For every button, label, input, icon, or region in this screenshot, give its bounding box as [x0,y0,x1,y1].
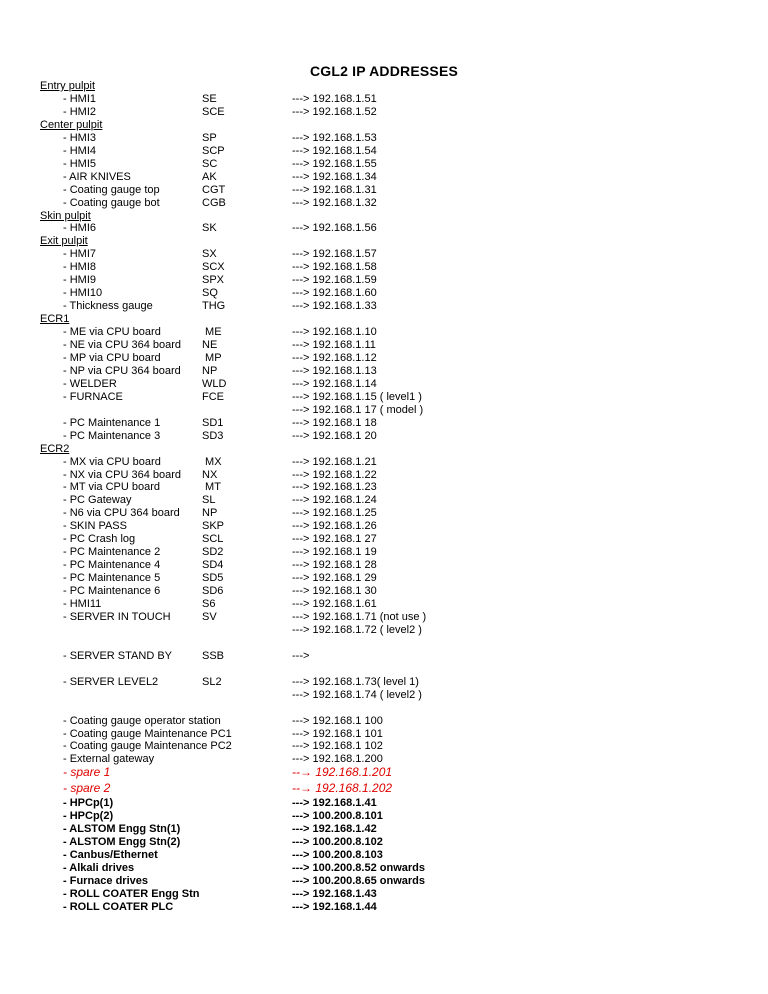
device-name: - HMI10 [63,287,103,300]
device-code: SD4 [202,559,224,572]
device-name: - MP via CPU board [63,351,161,364]
device-name: - FURNACE [63,390,123,403]
ip-address: ---> 192.168.1.33 [292,300,377,313]
ip-address: ---> 192.168.1.24 [292,494,377,507]
ip-address: ---> 192.168.1.12 [292,351,377,364]
device-name: - HMI6 [63,222,96,235]
address-row [0,624,768,637]
device-name: - Coating gauge operator station [63,714,221,727]
address-row [0,585,768,598]
device-code: WLD [202,377,227,390]
ip-address: ---> 192.168.1.15 ( level1 ) [292,390,422,403]
address-row [0,287,768,300]
device-name: - NP via CPU 364 board [63,364,181,377]
device-name: - ME via CPU board [63,326,161,339]
address-row [0,836,768,849]
device-name: - PC Maintenance 3 [63,429,161,442]
ip-address: ---> 100.200.8.52 onwards [292,862,425,875]
ip-address: --→ 192.168.1.202 [292,780,393,795]
device-code: ME [202,326,222,339]
address-row [0,404,768,417]
address-row [0,572,768,585]
ip-address: ---> 192.168.1.71 (not use ) [292,610,427,623]
address-row [0,417,768,430]
device-name: - SKIN PASS [63,520,127,533]
address-row [0,766,768,781]
device-name: - Furnace drives [63,875,148,888]
address-row [0,93,768,106]
ip-address: ---> 192.168.1 20 [292,429,377,442]
ip-address: ---> 192.168.1.54 [292,144,377,157]
device-code: SSB [202,649,225,662]
section-heading [0,313,768,326]
device-code: SPX [202,274,225,287]
address-row [0,728,768,741]
device-name: - SERVER STAND BY [63,649,173,662]
device-name: - ROLL COATER Engg Stn [63,888,200,900]
ip-address: ---> 192.168.1.26 [292,520,377,533]
device-code: MP [202,351,222,364]
section-label: Center pulpit [40,118,103,131]
section-heading [0,119,768,132]
ip-address: ---> 192.168.1 27 [292,533,377,546]
device-name: - SERVER LEVEL2 [63,675,159,688]
device-code: MX [202,455,222,468]
ip-address: ---> 192.168.1.13 [292,364,377,377]
address-row [0,849,768,862]
device-name: - HMI7 [63,248,96,261]
address-row [0,559,768,572]
device-code: CGB [202,196,226,209]
ip-address: ---> 192.168.1.52 [292,105,377,118]
device-name: - ALSTOM Engg Stn(1) [63,823,181,836]
device-code: SD3 [202,429,224,442]
section-label: ECR1 [40,313,70,326]
device-code: NE [202,339,218,351]
device-code: NX [202,468,218,481]
device-name: - WELDER [63,377,117,390]
section-label: ECR2 [40,442,70,455]
ip-address: ---> 192.168.1.73( level 1) [292,675,419,688]
address-row [0,158,768,171]
device-name: - HMI1 [63,92,96,105]
ip-address: ---> 100.200.8.65 onwards [292,875,425,888]
device-name: - PC Maintenance 6 [63,585,161,598]
device-name: - Coating gauge Maintenance PC2 [63,740,232,753]
device-code: SKP [202,520,225,533]
blank-line [0,702,768,715]
device-name: - ROLL COATER PLC [63,900,174,913]
section-label: Entry pulpit [40,80,96,92]
device-name: - HMI2 [63,105,96,118]
address-row [0,481,768,494]
address-row [0,875,768,888]
device-name: - PC Maintenance 1 [63,416,161,429]
device-code: SQ [202,287,218,300]
device-code: SL2 [202,675,222,688]
address-row [0,222,768,235]
ip-address: ---> 192.168.1 18 [292,416,377,429]
device-code: SV [202,610,217,623]
device-name: - MX via CPU board [63,455,161,468]
device-name: - Thickness gauge [63,300,153,313]
device-name: - HMI8 [63,261,96,274]
ip-address: ---> 192.168.1.59 [292,274,377,287]
ip-address: ---> 100.200.8.103 [292,849,383,862]
device-name: - PC Maintenance 5 [63,572,161,585]
ip-address: ---> 192.168.1.23 [292,481,377,494]
address-row [0,715,768,728]
device-name: - Coating gauge top [63,183,160,196]
address-row [0,184,768,197]
device-name: - HPCp(2) [63,810,114,823]
device-code: THG [202,300,226,313]
device-name: - Canbus/Ethernet [63,849,158,862]
address-row [0,430,768,443]
device-name: - PC Crash log [63,533,136,546]
device-name: - HMI9 [63,274,96,287]
address-row [0,469,768,482]
ip-address: ---> 192.168.1 29 [292,572,377,585]
section-label: Skin pulpit [40,209,91,222]
ip-address: ---> 192.168.1 100 [292,714,383,727]
ip-address: ---> 192.168.1.14 [292,377,377,390]
device-code: FCE [202,390,224,403]
device-name: - ALSTOM Engg Stn(2) [63,836,181,849]
address-row [0,352,768,365]
device-code: SD5 [202,572,224,585]
ip-address: ---> 192.168.1.72 ( level2 ) [292,623,422,636]
address-row [0,823,768,836]
address-row [0,520,768,533]
ip-address: ---> 192.168.1.61 [292,598,377,610]
device-code: SK [202,222,217,235]
device-name: - HMI11 [63,598,102,610]
ip-address: ---> [292,649,310,662]
address-row [0,274,768,287]
ip-address: ---> 192.168.1.51 [292,92,377,105]
ip-address: ---> 192.168.1.55 [292,157,377,170]
address-row [0,740,768,753]
device-name: - spare 1 [63,765,111,780]
blank-line [0,663,768,676]
section-heading [0,210,768,223]
address-row [0,365,768,378]
ip-address: ---> 192.168.1.21 [292,455,377,468]
device-name: - spare 2 [63,780,111,795]
ip-address: ---> 192.168.1 102 [292,740,383,753]
device-code: CGT [202,183,226,196]
address-row [0,888,768,901]
address-row [0,326,768,339]
ip-address: ---> 192.168.1.57 [292,248,377,261]
address-row [0,132,768,145]
ip-address: ---> 192.168.1.41 [292,797,377,810]
device-code: SE [202,92,217,105]
device-name: - PC Maintenance 2 [63,546,161,559]
ip-address: ---> 192.168.1.11 [292,339,376,351]
ip-address: --→ 192.168.1.201 [292,765,393,780]
device-name: - NX via CPU 364 board [63,468,181,481]
section-label: Exit pulpit [40,235,88,248]
device-name: - Alkali drives [63,862,135,875]
address-row [0,676,768,689]
device-code: SCP [202,144,225,157]
address-row [0,197,768,210]
address-row [0,339,768,352]
address-row [0,862,768,875]
address-row [0,782,768,797]
device-name: - HMI5 [63,157,96,170]
address-row [0,391,768,404]
device-code: MT [202,481,221,494]
device-code: SX [202,248,217,261]
ip-address: ---> 192.168.1.10 [292,326,377,339]
address-row [0,378,768,391]
ip-address: ---> 192.168.1.32 [292,196,377,209]
device-name: - External gateway [63,753,155,766]
ip-address: ---> 192.168.1 101 [292,727,383,740]
device-name: - HMI3 [63,131,96,144]
address-row [0,456,768,469]
device-name: - HMI4 [63,144,96,157]
address-row [0,171,768,184]
address-row [0,106,768,119]
device-code: SCL [202,533,224,546]
address-row [0,533,768,546]
address-row [0,494,768,507]
address-row [0,507,768,520]
ip-address: ---> 192.168.1 17 ( model ) [292,403,424,416]
ip-address: ---> 192.168.1.42 [292,823,377,836]
device-code: NP [202,507,218,520]
device-code: SP [202,131,217,144]
address-row [0,650,768,663]
section-heading [0,80,768,93]
ip-address: ---> 192.168.1.74 ( level2 ) [292,688,422,701]
address-row [0,145,768,158]
ip-address: ---> 192.168.1.44 [292,900,377,913]
ip-address: ---> 192.168.1.53 [292,131,377,144]
device-name: - Coating gauge bot [63,196,160,209]
page-title: CGL2 IP ADDRESSES [309,63,459,79]
device-code: SCX [202,261,225,274]
ip-address: ---> 192.168.1.34 [292,170,377,183]
address-row [0,598,768,611]
device-code: S6 [202,598,216,610]
device-name: - PC Gateway [63,494,132,507]
device-name: - Coating gauge Maintenance PC1 [63,727,232,740]
device-code: SCE [202,105,225,118]
device-code: SD2 [202,546,224,559]
device-name: - PC Maintenance 4 [63,559,161,572]
ip-address: ---> 192.168.1 28 [292,559,377,572]
ip-address: ---> 192.168.1.25 [292,507,377,520]
ip-address: ---> 192.168.1 30 [292,585,377,598]
ip-address: ---> 192.168.1.22 [292,468,377,481]
address-row [0,689,768,702]
ip-address: ---> 192.168.1.43 [292,888,377,900]
address-row [0,901,768,914]
ip-address: ---> 100.200.8.101 [292,810,383,823]
ip-address: ---> 192.168.1.31 [292,183,377,196]
ip-address: ---> 192.168.1.58 [292,261,377,274]
device-name: - HPCp(1) [63,797,114,810]
section-heading [0,235,768,248]
device-name: - SERVER IN TOUCH [63,610,171,623]
device-code: SC [202,157,218,170]
address-row [0,810,768,823]
device-name: - MT via CPU board [63,481,160,494]
address-row [0,611,768,624]
device-code: AK [202,170,217,183]
device-name: - NE via CPU 364 board [63,339,181,351]
device-name: - AIR KNIVES [63,170,131,183]
device-code: NP [202,364,218,377]
ip-address: ---> 192.168.1.200 [292,753,383,766]
address-row [0,261,768,274]
blank-line [0,637,768,650]
device-name: - N6 via CPU 364 board [63,507,180,520]
address-row [0,546,768,559]
address-row [0,797,768,810]
ip-address: ---> 192.168.1.60 [292,287,377,300]
address-row [0,248,768,261]
device-code: SL [202,494,216,507]
address-row [0,300,768,313]
section-heading [0,443,768,456]
ip-address: ---> 192.168.1 19 [292,546,377,559]
ip-address: ---> 100.200.8.102 [292,836,383,849]
device-code: SD1 [202,416,224,429]
ip-address: ---> 192.168.1.56 [292,222,377,235]
device-code: SD6 [202,585,224,598]
